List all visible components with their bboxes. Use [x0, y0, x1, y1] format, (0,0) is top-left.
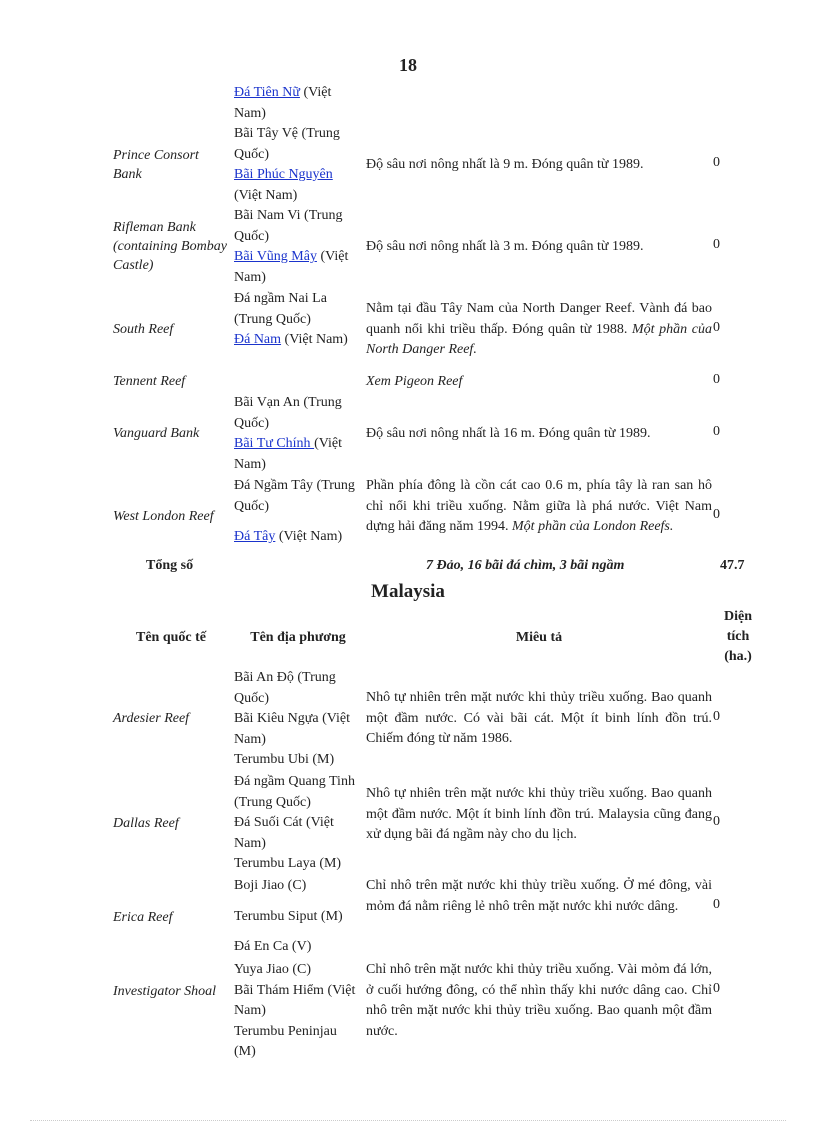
area-cell: 0: [713, 507, 720, 522]
intl-name-cell: South Reef: [113, 322, 174, 337]
intl-name-cell: Dallas Reef: [113, 816, 179, 831]
local-name: Bãi An Độ (Trung Quốc): [234, 670, 336, 706]
local-name-suffix: (Việt Nam): [234, 436, 342, 472]
total-area: 47.7: [720, 558, 745, 573]
local-names-cell: [234, 289, 362, 351]
local-name-link[interactable]: Bãi Vũng Mây: [234, 249, 317, 264]
local-name: Terumbu Laya (M): [234, 856, 342, 871]
local-name-suffix: (Việt Nam): [234, 187, 298, 203]
page-number: 18: [399, 55, 417, 75]
local-name: Boji Jiao (C): [234, 878, 307, 893]
description-cell: Nhô tự nhiên trên mặt nước khi thủy triều xuống. Bao quanh một đầm nước. Một ít binh lính đồn trú. Malaysia cũng đang xử dụng bãi đá ngầm này cho du lịch.: [366, 786, 712, 842]
description-cell: Độ sâu nơi nông nhất là 9 m. Đóng quân từ 1989.: [366, 157, 644, 172]
intl-name-cell: Tennent Reef: [113, 374, 186, 389]
description-italic: Một phần của London Reefs.: [512, 519, 674, 534]
area-cell: 0: [713, 237, 720, 252]
local-names-cell: [234, 124, 362, 206]
local-name: Đá En Ca (V): [234, 939, 312, 954]
local-name: Đá ngầm Quang Tinh (Trung Quốc): [234, 774, 355, 810]
local-names-cell: [234, 960, 362, 1063]
header-area: Diện tích (ha.): [724, 609, 752, 664]
header-description: Miêu tả: [515, 630, 563, 645]
local-name: Đá Suối Cát (Việt Nam): [234, 815, 334, 851]
local-name: Đá ngầm Nai La (Trung Quốc): [234, 291, 327, 327]
local-name-suffix: (Việt Nam): [281, 332, 348, 347]
local-name-link[interactable]: Đá Nam: [234, 332, 282, 347]
total-summary: 7 Đảo, 16 bãi đá chìm, 3 bãi ngầm: [426, 558, 625, 573]
description-text: Nằm tại đầu Tây Nam của North Danger Reef. Vành đá bao quanh nổi khi triều thấp. Đóng quân từ 1988.: [366, 301, 712, 337]
local-names-cell: [234, 668, 362, 771]
description-cell: Xem Pigeon Reef: [366, 374, 463, 389]
intl-name-cell: Ardesier Reef: [113, 711, 190, 726]
local-name: Terumbu Ubi (M): [234, 752, 335, 767]
malaysia-heading: Malaysia: [371, 581, 445, 602]
intl-name-cell: Rifleman Bank (containing Bombay Castle): [113, 220, 227, 273]
intl-name-cell: Investigator Shoal: [113, 984, 217, 999]
local-name-link[interactable]: Bãi Tư Chính: [234, 436, 315, 451]
local-names-cell: [234, 83, 362, 124]
local-names-cell: [234, 206, 362, 288]
header-intl-name: Tên quốc tế: [136, 630, 206, 645]
description-text: Phần phía đông là cồn cát cao 0.6 m, phía tây là ran san hô chỉ nổi khi triều xuống. Nằm giữa là phá nước. Việt Nam dựng hải đăng năm 1994.: [366, 478, 712, 534]
description-italic: Một phần của North Danger Reef.: [366, 321, 712, 357]
local-name: Đá Ngầm Tây (Trung Quốc): [234, 478, 355, 514]
local-names-cell: [234, 393, 362, 475]
local-name: Terumbu Peninjau (M): [234, 1023, 337, 1059]
local-name: Bãi Tây Vệ (Trung Quốc): [234, 126, 340, 162]
intl-name-cell: Erica Reef: [113, 910, 173, 925]
intl-name-cell: Vanguard Bank: [113, 426, 200, 441]
local-name: Terumbu Siput (M): [234, 908, 343, 924]
local-name-suffix: (Việt Nam): [234, 249, 349, 285]
local-name: Bãi Vạn An (Trung Quốc): [234, 395, 342, 431]
page-bottom-divider: [30, 1120, 786, 1121]
local-name-link[interactable]: Đá Tây: [234, 529, 276, 544]
area-cell: 0: [713, 814, 720, 829]
area-cell: 0: [713, 424, 720, 439]
description-cell: Chỉ nhô trên mặt nước khi thủy triều xuống. Ở mé đông, vài mỏm đá nằm riêng lẻ nhô trên mặt nước khi nước dâng.: [366, 878, 712, 914]
area-cell: 0: [713, 155, 720, 170]
description-cell: [366, 476, 712, 538]
area-cell: 0: [713, 320, 720, 335]
description-cell: Độ sâu nơi nông nhất là 3 m. Đóng quân từ 1989.: [366, 239, 644, 254]
area-cell: 0: [713, 709, 720, 724]
total-label: Tổng số: [146, 558, 194, 573]
local-name-suffix: (Việt Nam): [275, 529, 343, 544]
local-name-link[interactable]: Đá Tiên Nữ: [234, 85, 300, 100]
local-names-cell: [234, 476, 362, 548]
local-name: Yuya Jiao (C): [234, 962, 311, 977]
header-local-name: Tên địa phương: [250, 630, 346, 645]
description-cell: Độ sâu nơi nông nhất là 16 m. Đóng quân từ 1989.: [366, 426, 651, 441]
description-cell: Chỉ nhô trên mặt nước khi thủy triều xuống. Vài mỏm đá lớn, ở cuối hướng đông, có thể nhìn thấy khi nước dâng cao. Chỉ nhô trên mặt nước khi thủy triều xuống. Bao quanh một đầm nước.: [366, 962, 712, 1039]
local-names-cell: [234, 772, 362, 875]
intl-name-cell: West London Reef: [113, 509, 214, 524]
local-name: Bãi Kiêu Ngựa (Việt Nam): [234, 711, 350, 747]
area-cell: 0: [713, 372, 720, 387]
local-name-suffix: (Việt Nam): [234, 85, 332, 121]
area-cell: 0: [713, 981, 720, 996]
intl-name-cell: Prince Consort Bank: [113, 148, 199, 182]
local-name: Bãi Thám Hiểm (Việt Nam): [234, 982, 356, 1018]
local-names-cell: [234, 876, 362, 958]
local-name-link[interactable]: Bãi Phúc Nguyên: [234, 167, 333, 182]
local-name: Bãi Nam Vi (Trung Quốc): [234, 208, 343, 244]
description-cell: [366, 299, 712, 361]
description-cell: Nhô tự nhiên trên mặt nước khi thủy triều xuống. Bao quanh một đầm nước. Có vài bãi cát. Một ít binh lính đồn trú. Chiếm đóng từ năm 1986.: [366, 690, 712, 746]
area-cell: 0: [713, 897, 720, 912]
